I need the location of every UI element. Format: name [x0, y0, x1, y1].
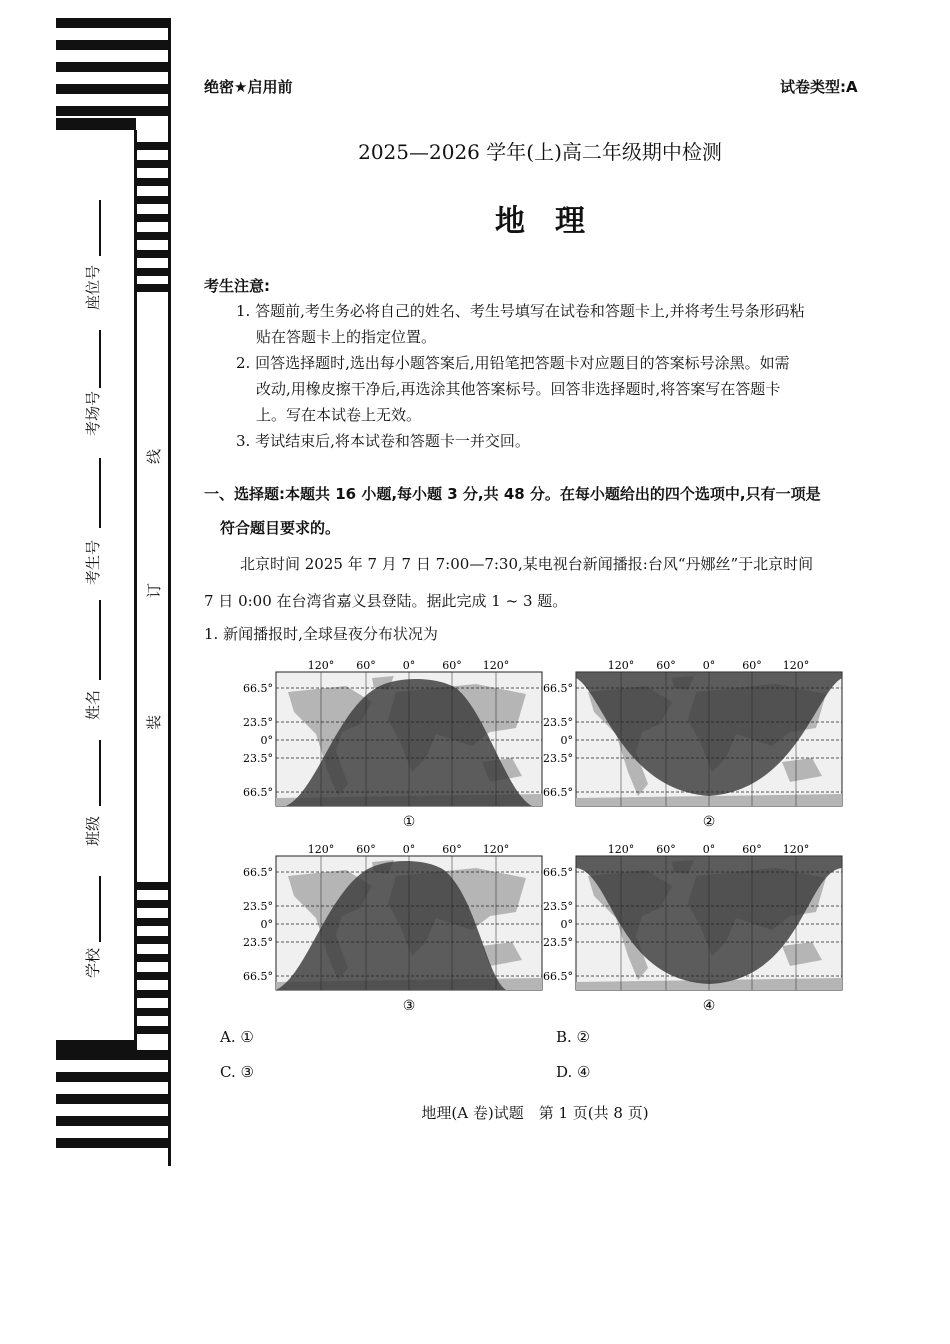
exam-title: 2025—2026 学年(上)高二年级期中检测 [358, 140, 722, 164]
lat-label: 23.5° [243, 716, 273, 729]
option-c[interactable]: C. ③ [220, 1063, 254, 1081]
passage-cont: 7 日 0:00 在台湾省嘉义县登陆。据此完成 1 ~ 3 题。 [204, 592, 568, 610]
lon-label: 60° [656, 843, 676, 856]
field-exam-room: 考场号 [84, 390, 102, 436]
lat-label: 23.5° [543, 936, 573, 949]
lat-label: 66.5° [243, 786, 273, 799]
secret-label: 绝密★启用前 [204, 78, 293, 96]
lon-label: 60° [356, 843, 376, 856]
lat-label: 23.5° [243, 936, 273, 949]
lon-label: 60° [742, 659, 762, 672]
section-heading-cont: 符合题目要求的。 [220, 519, 341, 537]
lat-label: 66.5° [543, 682, 573, 695]
lon-label: 60° [656, 659, 676, 672]
daynight-map-3 [238, 842, 552, 1016]
notice-item: 上。写在本试卷上无效。 [256, 406, 422, 424]
map-caption: ② [702, 814, 716, 830]
lat-label: 23.5° [243, 752, 273, 765]
map-svg [238, 842, 552, 1016]
section-heading: 一、选择题:本题共 16 小题,每小题 3 分,共 48 分。在每小题给出的四个选项中,只有一项是 [204, 485, 821, 503]
lat-label: 66.5° [243, 866, 273, 879]
field-seat: 座位号 [84, 264, 102, 310]
paper-type: 试卷类型:A [780, 78, 858, 96]
lat-label: 23.5° [243, 900, 273, 913]
notice-item: 贴在答题卡上的指定位置。 [256, 328, 437, 346]
field-class-line[interactable] [99, 740, 101, 806]
field-name-line[interactable] [99, 600, 101, 680]
lon-label: 0° [702, 843, 716, 856]
binding-zhuang: 装 [145, 714, 164, 731]
lat-label: 66.5° [543, 866, 573, 879]
map-svg [238, 658, 552, 832]
page-footer: 地理(A 卷)试题 第 1 页(共 8 页) [421, 1104, 649, 1122]
map-svg [538, 842, 852, 1016]
lat-label: 23.5° [543, 716, 573, 729]
field-exam-room-line[interactable] [99, 330, 101, 388]
notice-item: 3. 考试结束后,将本试卷和答题卡一并交回。 [236, 432, 530, 450]
lon-label: 120° [482, 843, 510, 856]
option-d[interactable]: D. ④ [556, 1063, 591, 1081]
lon-label: 60° [442, 843, 462, 856]
field-seat-line[interactable] [99, 200, 101, 256]
option-a[interactable]: A. ① [220, 1028, 254, 1046]
lat-label: 66.5° [243, 970, 273, 983]
daynight-map-2 [538, 658, 852, 832]
field-name: 姓名 [84, 689, 102, 720]
lon-label: 120° [607, 659, 635, 672]
field-school: 学校 [84, 947, 102, 978]
passage: 北京时间 2025 年 7 月 7 日 7:00—7:30,某电视台新闻播报:台风“丹娜丝”于北京时间 [240, 555, 814, 573]
field-school-line[interactable] [99, 876, 101, 942]
lon-label: 0° [402, 659, 416, 672]
notice-item: 1. 答题前,考生务必将自己的姓名、考生号填写在试卷和答题卡上,并将考生号条形码粘 [236, 302, 805, 320]
map-svg [538, 658, 852, 832]
binding-ding: 订 [145, 582, 164, 599]
lat-label: 0° [560, 918, 573, 931]
map-caption: ③ [402, 998, 416, 1014]
lat-label: 66.5° [543, 970, 573, 983]
lon-label: 60° [742, 843, 762, 856]
notice-heading: 考生注意: [204, 277, 270, 295]
lon-label: 0° [702, 659, 716, 672]
lat-label: 0° [260, 918, 273, 931]
lat-label: 0° [260, 734, 273, 747]
binding-xian: 线 [145, 448, 164, 465]
field-candidate-no: 考生号 [84, 539, 102, 585]
question-1-stem: 1. 新闻播报时,全球昼夜分布状况为 [204, 625, 438, 643]
notice-item: 2. 回答选择题时,选出每小题答案后,用铅笔把答题卡对应题目的答案标号涂黑。如需 [236, 354, 790, 372]
lat-label: 66.5° [243, 682, 273, 695]
lat-label: 0° [560, 734, 573, 747]
map-caption: ④ [702, 998, 716, 1014]
subject-title: 地 理 [495, 204, 585, 239]
notice-item: 改动,用橡皮擦干净后,再选涂其他答案标号。回答非选择题时,将答案写在答题卡 [256, 380, 781, 398]
lon-label: 120° [482, 659, 510, 672]
lon-label: 120° [782, 843, 810, 856]
lon-label: 120° [307, 843, 335, 856]
lon-label: 120° [782, 659, 810, 672]
daynight-map-1 [238, 658, 552, 832]
field-class: 班级 [84, 815, 102, 846]
lon-label: 60° [442, 659, 462, 672]
lon-label: 60° [356, 659, 376, 672]
daynight-map-4 [538, 842, 852, 1016]
map-caption: ① [402, 814, 416, 830]
lon-label: 120° [607, 843, 635, 856]
lat-label: 23.5° [543, 900, 573, 913]
lon-label: 0° [402, 843, 416, 856]
lat-label: 23.5° [543, 752, 573, 765]
field-candidate-no-line[interactable] [99, 458, 101, 528]
option-b[interactable]: B. ② [556, 1028, 591, 1046]
lat-label: 66.5° [543, 786, 573, 799]
lon-label: 120° [307, 659, 335, 672]
